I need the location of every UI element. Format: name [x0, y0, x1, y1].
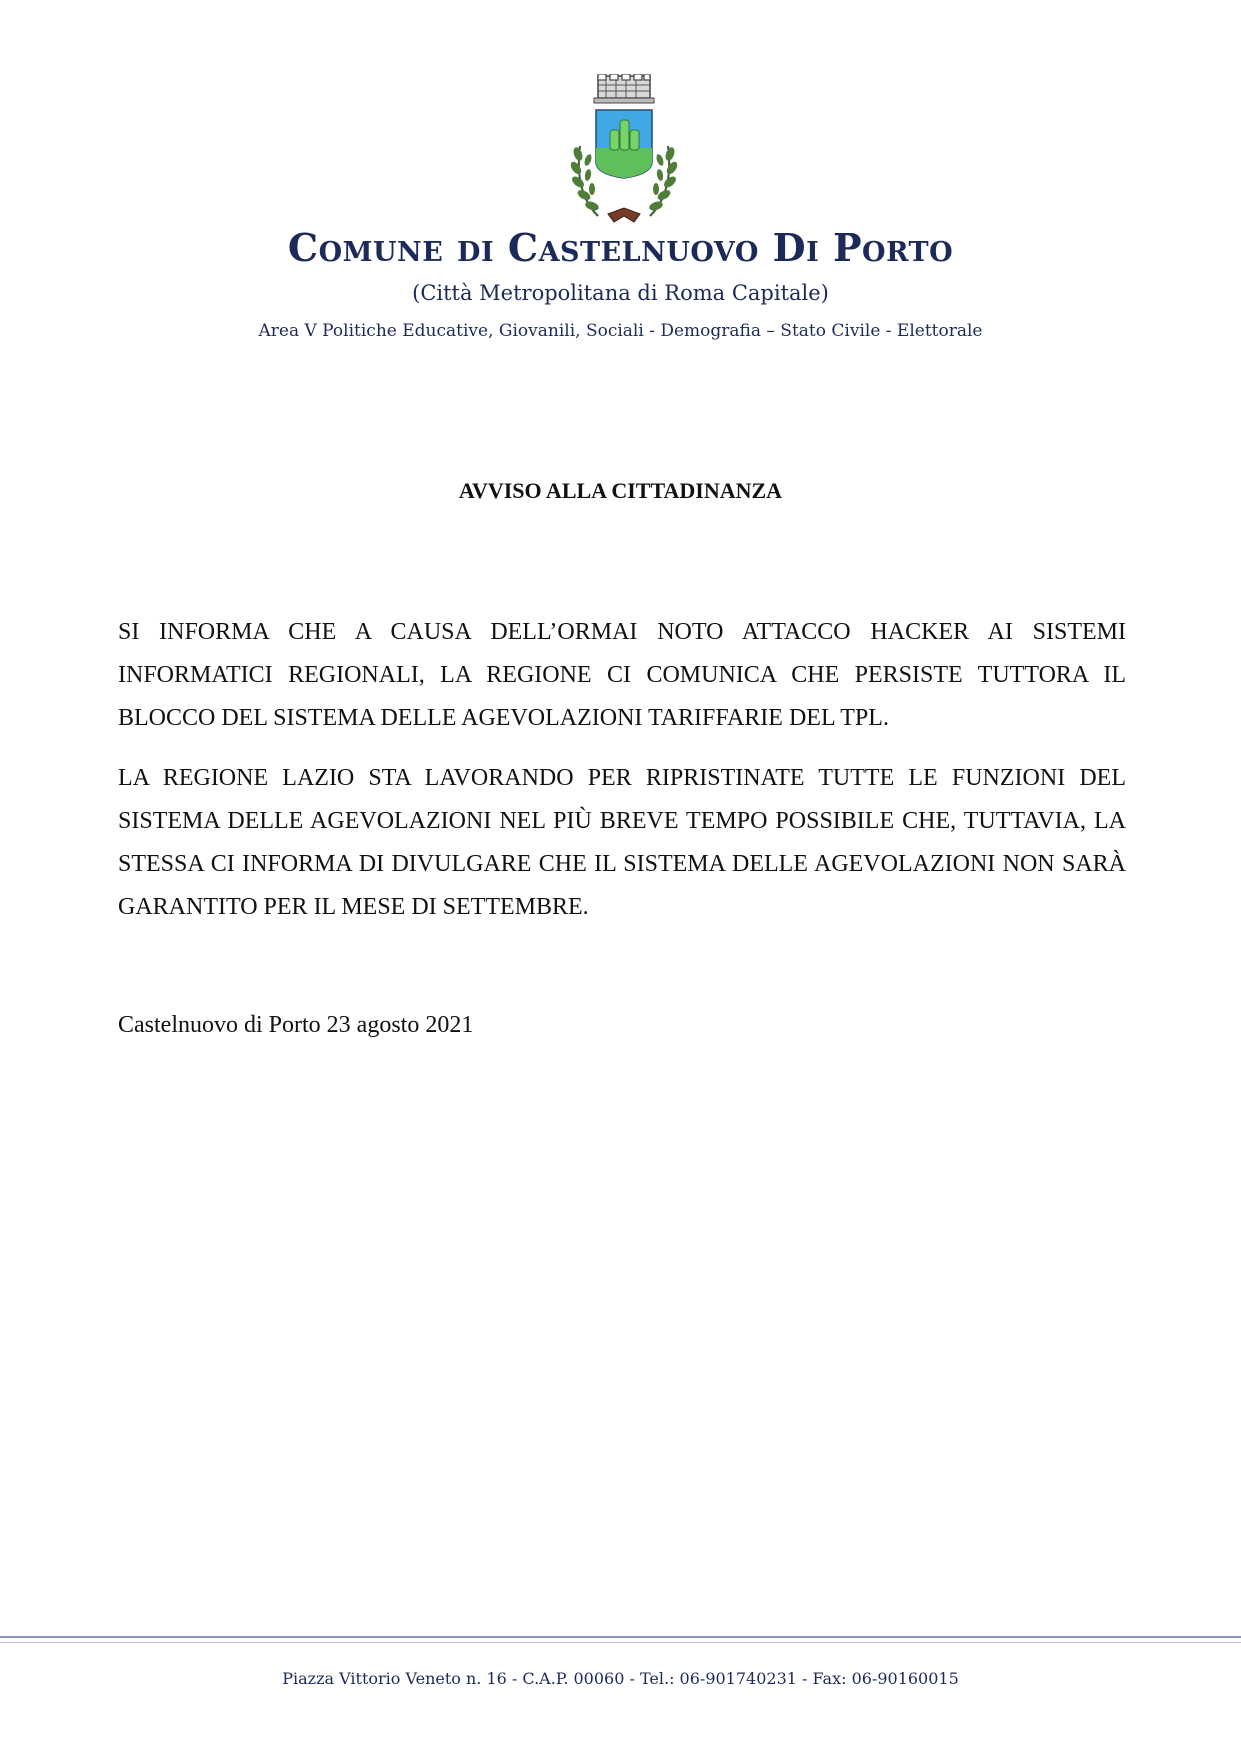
- organization-name: Comune di Castelnuovo Di Porto: [287, 225, 954, 270]
- notice-paragraph-2: LA REGIONE LAZIO STA LAVORANDO PER RIPRISTINATE TUTTE LE FUNZIONI DEL SISTEMA DELLE AGEVOLAZIONI NEL PIÙ BREVE TEMPO POSSIBILE CHE, TUTTAVIA, LA STESSA CI INFORMA DI DIVULGARE CHE IL SISTEMA DELLE AGEVOLAZIONI NON SARÀ GARANTITO PER IL MESE DI SETTEMBRE.: [118, 765, 1126, 920]
- place-date: Castelnuovo di Porto 23 agosto 2021: [118, 1012, 474, 1038]
- municipal-coat-of-arms-icon: [568, 74, 680, 224]
- notice-paragraph-1: SI INFORMA CHE A CAUSA DELL’ORMAI NOTO ATTACCO HACKER AI SISTEMI INFORMATICI REGIONALI, LA REGIONE CI COMUNICA CHE PERSISTE TUTTORA IL BLOCCO DEL SISTEMA DELLE AGEVOLAZIONI TARIFFARIE DEL TPL.: [118, 619, 1126, 731]
- footer-contact: Piazza Vittorio Veneto n. 16 - C.A.P. 00060 - Tel.: 06-901740231 - Fax: 06-90160015: [282, 1669, 959, 1688]
- footer-divider-thin: [0, 1642, 1241, 1643]
- organization-subtitle: (Città Metropolitana di Roma Capitale): [412, 281, 829, 305]
- footer-divider: [0, 1636, 1241, 1638]
- notice-title: AVVISO ALLA CITTADINANZA: [458, 478, 783, 503]
- department-line: Area V Politiche Educative, Giovanili, Sociali - Demografia – Stato Civile - Elettorale: [258, 321, 983, 341]
